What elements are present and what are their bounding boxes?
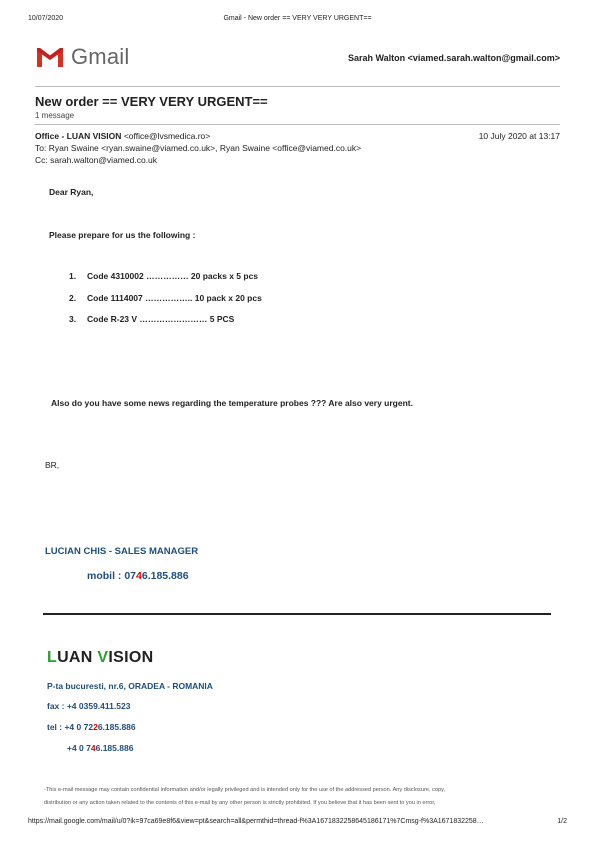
signature-name: LUCIAN CHIS - SALES MANAGER — [45, 546, 199, 557]
account-identity: Sarah Walton <viamed.sarah.walton@gmail.com> — [347, 53, 560, 63]
brand-ision: ISION — [108, 649, 154, 666]
disclaimer-line-1: -This e-mail message may contain confidential information and/or legally privileged and is intended only for the use of the addressed person. Any disclosure, copy, — [44, 787, 446, 793]
brand-letter-v: V — [97, 649, 109, 666]
subject-divider — [35, 124, 560, 125]
signature-divider — [43, 613, 551, 615]
tel2-red-digit: 4 — [90, 743, 96, 753]
from-name: Office - LUAN VISION — [35, 131, 122, 141]
greeting: Dear Ryan, — [49, 187, 94, 197]
message-from — [35, 131, 210, 141]
print-url: https://mail.google.com/mail/u/0?ik=97ca69e8f6&view=pt&search=all&permthid=thread-f%3A1671832258645186171%7Cmsg-f%3A1671832258… — [28, 818, 484, 825]
email-subject: New order == VERY VERY URGENT== — [35, 94, 268, 109]
item-number: 3. — [69, 314, 77, 324]
order-item — [69, 314, 234, 324]
company-fax: fax : +4 0359.411.523 — [47, 701, 131, 711]
question-text: Also do you have some news regarding the temperature probes ??? Are also very urgent. — [51, 398, 413, 408]
mobile-suffix: 6.185.886 — [141, 570, 189, 582]
order-item — [69, 271, 258, 281]
mobile-prefix: mobil : 07 — [87, 570, 137, 582]
disclaimer-line-2: distribution or any action taken related to the contents of this e-mail by any other person is strictly prohibited. If you believe that it has been sent to you in error, — [44, 800, 436, 806]
company-tel[interactable] — [47, 722, 136, 732]
luan-vision-logo — [47, 649, 153, 667]
message-date: 10 July 2020 at 13:17 — [478, 131, 560, 141]
message-to: To: Ryan Swaine <ryan.swaine@viamed.co.uk>, Ryan Swaine <office@viamed.co.uk> — [35, 143, 362, 153]
message-cc: Cc: sarah.walton@viamed.co.uk — [35, 155, 158, 165]
item-text: Code 4310002 …………… 20 packs x 5 pcs — [87, 271, 259, 281]
tel2-suffix: 6.185.886 — [95, 743, 134, 753]
item-number: 1. — [69, 271, 77, 281]
gmail-envelope-icon — [35, 46, 65, 68]
item-number: 2. — [69, 293, 77, 303]
from-email: <office@lvsmedica.ro> — [123, 131, 211, 141]
tel-suffix: 6.185.886 — [97, 722, 136, 732]
signature-mobile[interactable] — [87, 570, 189, 582]
company-address: P-ta bucuresti, nr.6, ORADEA - ROMANIA — [47, 681, 213, 691]
item-text: Code 1114007 …………….. 10 pack x 20 pcs — [87, 293, 262, 303]
company-tel-2[interactable] — [67, 743, 133, 753]
print-title: Gmail - New order == VERY VERY URGENT== — [223, 15, 372, 22]
brand-uan: UAN — [57, 649, 98, 666]
order-item — [69, 293, 262, 303]
page-number: 1/2 — [557, 818, 567, 825]
item-text: Code R-23 V …………………… 5 PCS — [87, 314, 235, 324]
tel-prefix: tel : +4 0 72 — [47, 722, 94, 732]
header-divider — [35, 86, 560, 87]
tel2-prefix: +4 0 7 — [67, 743, 91, 753]
brand-letter-l: L — [47, 649, 58, 666]
mobile-red-digit: 4 — [136, 570, 142, 582]
print-date: 10/07/2020 — [28, 15, 64, 22]
gmail-logo[interactable] — [35, 44, 129, 70]
tel-red-digit: 2 — [93, 722, 98, 732]
gmail-wordmark: Gmail — [71, 44, 130, 69]
intro-text: Please prepare for us the following : — [49, 230, 196, 240]
message-count: 1 message — [35, 111, 75, 120]
closing: BR, — [45, 460, 60, 470]
